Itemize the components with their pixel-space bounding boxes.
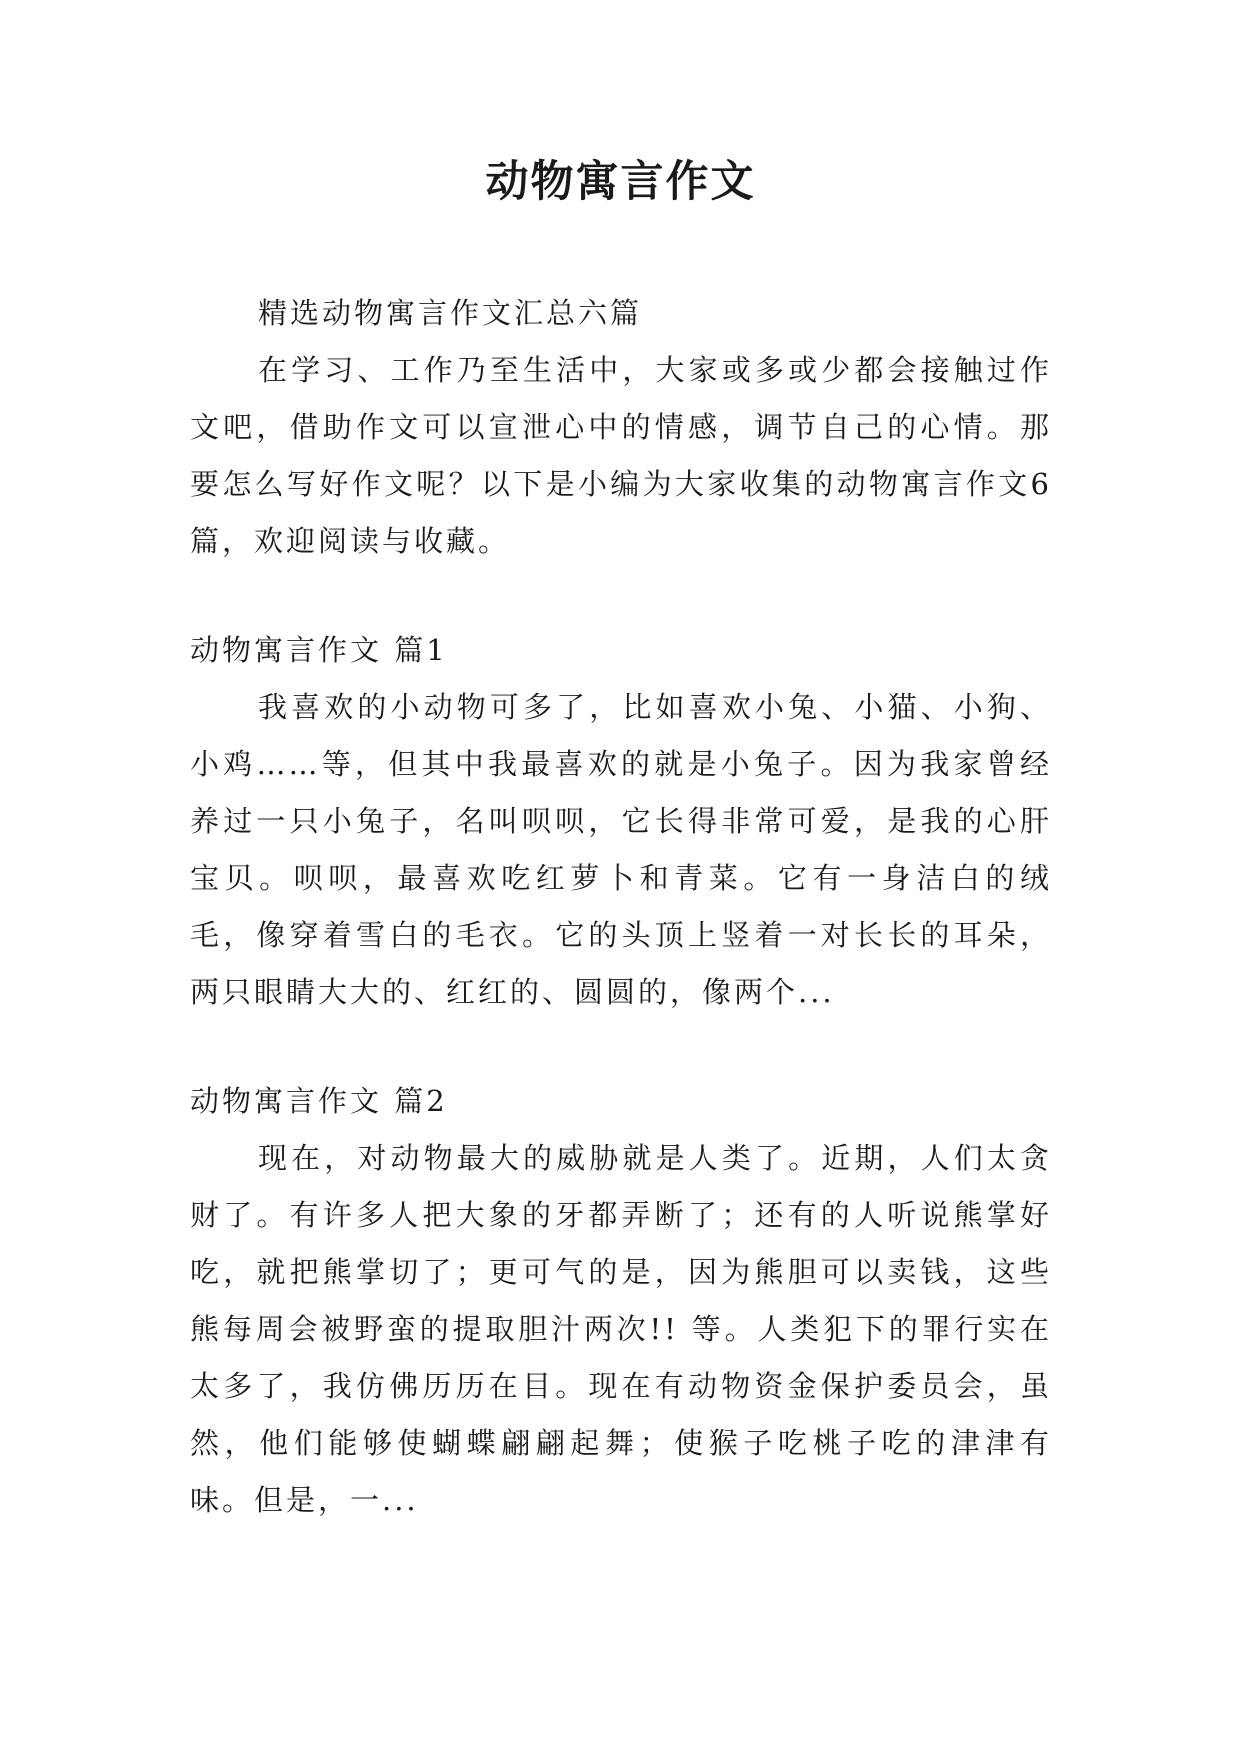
document-body	[190, 285, 1052, 1529]
intro-paragraph: 在学习、工作乃至生活中，大家或多或少都会接触过作文吧，借助作文可以宣泄心中的情感，调节自己的心情。那要怎么写好作文呢？以下是小编为大家收集的动物寓言作文6篇，欢迎阅读与收藏。	[190, 353, 1052, 558]
subtitle: 精选动物寓言作文汇总六篇	[258, 296, 643, 330]
section-body: 我喜欢的小动物可多了，比如喜欢小兔、小猫、小狗、小鸡……等，但其中我最喜欢的就是小兔子。因为我家曾经养过一只小兔子，名叫呗呗，它长得非常可爱，是我的心肝宝贝。呗呗，最喜欢吃红萝卜和青菜。它有一身洁白的绒毛，像穿着雪白的毛衣。它的头顶上竖着一对长长的耳朵，两只眼睛大大的、红红的、圆圆的，像两个...	[190, 690, 1052, 1009]
section-heading: 动物寓言作文 篇1	[190, 633, 448, 667]
section-heading: 动物寓言作文 篇2	[190, 1084, 448, 1118]
section-body: 现在，对动物最大的威胁就是人类了。近期，人们太贪财了。有许多人把大象的牙都弄断了；还有的人听说熊掌好吃，就把熊掌切了；更可气的是，因为熊胆可以卖钱，这些熊每周会被野蛮的提取胆汁两次!! 等。人类犯下的罪行实在太多了，我仿佛历历在目。现在有动物资金保护委员会，虽然，他们能够使蝴蝶翩翩起舞；使猴子吃桃子吃的津津有味。但是，一...	[190, 1141, 1052, 1517]
page-title: 动物寓言作文	[485, 157, 756, 207]
